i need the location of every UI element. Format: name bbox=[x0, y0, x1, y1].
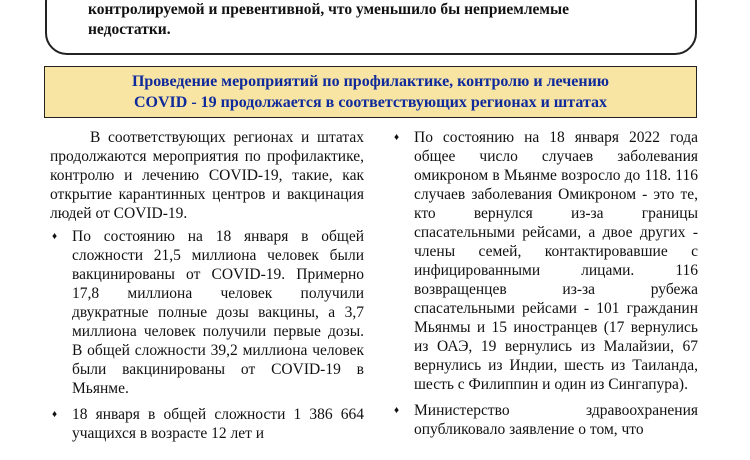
right-column bbox=[392, 128, 698, 446]
callout-line-2: недостатки. bbox=[88, 21, 171, 38]
intro-paragraph: В соответствующих регионах и штатах продолжаются мероприятия по профилактике, контролю и лечению COVID-19, такие, как открытие карантинных центров и вакцинация людей от COVID-19. bbox=[50, 129, 364, 222]
list-item bbox=[392, 401, 698, 439]
diamond-bullet-icon: ♦ bbox=[52, 409, 58, 420]
section-title-line-1: Проведение мероприятий по профилактике, контролю и лечению bbox=[131, 73, 610, 90]
list-item bbox=[50, 405, 364, 443]
callout-line-1: контролируемой и превентивной, что уменьшило бы неприемлемые bbox=[88, 1, 569, 18]
diamond-bullet-icon: ♦ bbox=[394, 132, 400, 143]
list-item-text: По состоянию на 18 января в общей сложности 21,5 миллиона человек были вакцинированы от COVID-19. Примерно 17,8 миллиона человек получили двукратные полные дозы вакцины, а 3,7 миллиона человек получили первые дозы. В общей сложности 39,2 миллиона человек были вакцинированы от COVID-19 в Мьянме. bbox=[72, 228, 364, 397]
left-column bbox=[50, 128, 364, 450]
list-item-text: 18 января в общей сложности 1 386 664 учащихся в возрасте 12 лет и bbox=[72, 406, 364, 442]
list-item bbox=[50, 227, 364, 398]
diamond-bullet-icon: ♦ bbox=[52, 231, 58, 242]
list-item-text: По состоянию на 18 января 2022 года общее число случаев заболевания омикроном в Мьянме возросло до 118. 116 случаев заболевания Омикроном - это те, кто вернулся из-за границы спасательными рейсами, а двое других - члены семей, контактировавшие с инфицированными лицами. 116 возвращенцев из-за рубежа спасательными рейсами - 101 гражданин Мьянмы и 15 иностранцев (17 вернулись из ОАЭ, 19 вернулись из Малайзии, 67 вернулись из Индии, шесть из Таиланда, шесть с Филиппин и один из Сингапура). bbox=[414, 129, 698, 393]
diamond-bullet-icon: ♦ bbox=[394, 405, 400, 416]
callout-text bbox=[88, 0, 688, 40]
list-item bbox=[392, 128, 698, 394]
list-item-text: Министерство здравоохранения опубликовало заявление о том, что bbox=[414, 402, 698, 438]
section-header bbox=[44, 66, 697, 118]
section-title-line-2: COVID - 19 продолжается в соответствующих регионах и штатах bbox=[133, 94, 607, 111]
